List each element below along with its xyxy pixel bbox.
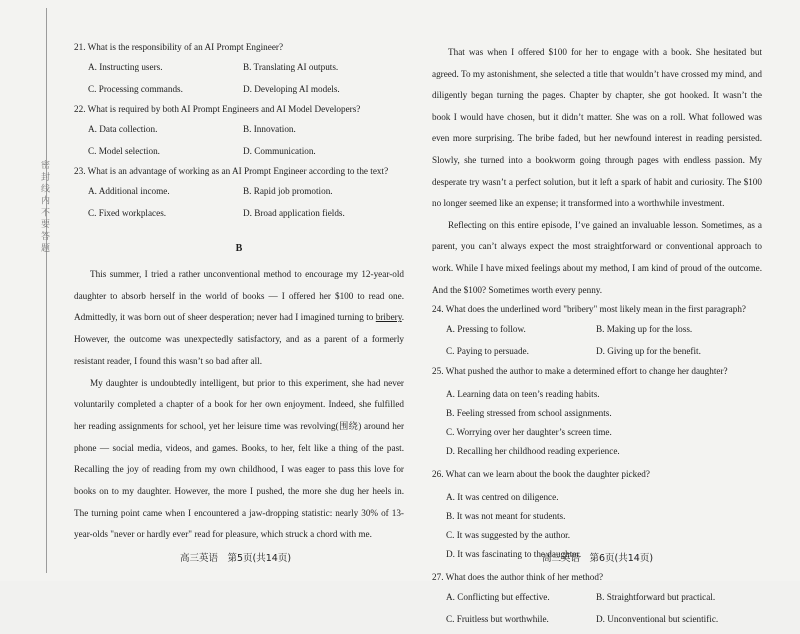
paragraph-2: My daughter is undoubtedly intelligent, but prior to this experiment, she had never voluntarily completed a chapter of a book for her own enjoyment. Indeed, she fulfilled her reading assignments for school, yet her leisure time was revolving(围绕) around her phone — social media, videos, and games. Books, to her, felt like a thing of the past. Recalling the joy of reading from my own childhood, I was eager to pass this love for books on to my daughter. However, the more I pushed, the more she dug her heels in. The turning point came when I encountered a jaw-dropping statistic: nearly 30% of 13-year-olds "never or hardly ever" read for pleasure, which struck a chord with me. — [74, 377, 404, 540]
question-stem: 27. What does the author think of her method? — [432, 572, 604, 583]
paragraph-1-text-b: . However, the outcome was unexpectedly satisfactory, and as a parent of a formerly resistant reader, I found this wasn’t so bad after all. — [74, 312, 404, 366]
option-b: B. Making up for the loss. — [596, 324, 693, 335]
option-a: A. Instructing users. — [88, 62, 163, 72]
options — [88, 62, 404, 95]
option-b: B. It was not meant for students. — [446, 511, 566, 522]
option-c: C. Paying to persuade. — [446, 346, 529, 357]
option-d: D. Unconventional but scientific. — [596, 614, 719, 625]
paragraph-1 — [74, 264, 404, 373]
binding-line — [46, 8, 47, 573]
option-c: C. Worrying over her daughter’s screen time. — [446, 427, 612, 438]
section-title: B — [235, 243, 243, 254]
option-c: C. Model selection. — [88, 146, 160, 156]
question-stem: 21. What is the responsibility of an AI Prompt Engineer? — [74, 42, 284, 52]
question-27 — [432, 572, 762, 625]
option-d: D. Communication. — [243, 146, 316, 156]
paragraph-3: That was when I offered $100 for her to engage with a book. She hesitated but agreed. To my astonishment, she selected a title that wouldn’t have crossed my mind, and diligently began turning the pages. Chapter by chapter, she got hooked. It wasn’t the book I would have chosen, but it didn’t matter. She was on a roll. What followed was even more surprising. The bribe faded, but her newfound interest in reading persisted. Slowly, she turned into a bookworm going through pages with endless passion. My desperate try wasn’t a perfect solution, but it left a spark of habit and curiosity. The $100 no longer seemed like an expense; it transformed into a worthwhile investment. — [432, 47, 762, 209]
page-footer-left: 高三英语 第5页(共14页) — [180, 553, 292, 564]
question-23 — [74, 166, 404, 219]
option-d: D. Developing AI models. — [243, 84, 340, 94]
question-25 — [432, 366, 762, 461]
option-d: D. Broad application fields. — [243, 208, 345, 218]
option-c: C. Processing commands. — [88, 84, 183, 94]
option-c: C. It was suggested by the author. — [446, 530, 571, 541]
question-24 — [432, 304, 762, 357]
options — [88, 186, 404, 219]
option-a: A. Pressing to follow. — [446, 324, 526, 335]
option-b: B. Rapid job promotion. — [243, 186, 333, 196]
option-c: C. Fixed workplaces. — [88, 208, 167, 218]
option-a: A. Learning data on teen’s reading habits. — [446, 389, 600, 400]
options — [446, 592, 762, 625]
question-stem: 25. What pushed the author to make a determined effort to change her daughter? — [432, 366, 728, 377]
underlined-word: bribery — [375, 312, 402, 323]
option-a: A. Conflicting but effective. — [446, 592, 550, 603]
options — [88, 124, 404, 157]
left-column — [74, 42, 404, 546]
option-d: D. Recalling her childhood reading experience. — [446, 446, 620, 457]
option-a: A. Data collection. — [88, 124, 158, 134]
options — [446, 385, 762, 461]
question-stem: 26. What can we learn about the book the daughter picked? — [432, 469, 650, 480]
right-column — [432, 42, 762, 634]
options — [446, 324, 762, 357]
option-b: B. Straightforward but practical. — [596, 592, 716, 603]
option-b: B. Feeling stressed from school assignments. — [446, 408, 612, 419]
page-footer-right: 高三英语 第6页(共14页) — [542, 553, 654, 564]
option-b: B. Innovation. — [243, 124, 296, 134]
option-c: C. Fruitless but worthwhile. — [446, 614, 549, 625]
question-stem: 22. What is required by both AI Prompt Engineers and AI Model Developers? — [74, 104, 361, 114]
option-d: D. It was fascinating to the daughter. — [446, 549, 582, 560]
question-21 — [74, 42, 404, 95]
option-a: A. It was centred on diligence. — [446, 492, 559, 503]
question-stem: 23. What is an advantage of working as an AI Prompt Engineer according to the text? — [74, 166, 389, 176]
option-b: B. Translating AI outputs. — [243, 62, 339, 72]
binding-text: 密 封 线 内 不 要 答 题 — [39, 160, 49, 253]
question-22 — [74, 104, 404, 157]
option-d: D. Giving up for the benefit. — [596, 346, 701, 357]
option-a: A. Additional income. — [88, 186, 170, 196]
paragraph-4: Reflecting on this entire episode, I’ve gained an invaluable lesson. Sometimes, as a parent, you can’t always expect the most straightforward or conventional approach to work. While I have mixed feelings about my method, I am kind of proud of the outcome. And the $100? Sometimes worth every penny. — [432, 219, 762, 295]
question-stem: 24. What does the underlined word "bribery" most likely mean in the first paragraph? — [432, 304, 747, 315]
paragraph-1-text-a: This summer, I tried a rather unconventional method to encourage my 12-year-old daughter to absorb herself in the world of books — I offered her $100 to read one. Admittedly, it was born out of sheer desperation; never had I imagined turning to — [74, 269, 404, 323]
